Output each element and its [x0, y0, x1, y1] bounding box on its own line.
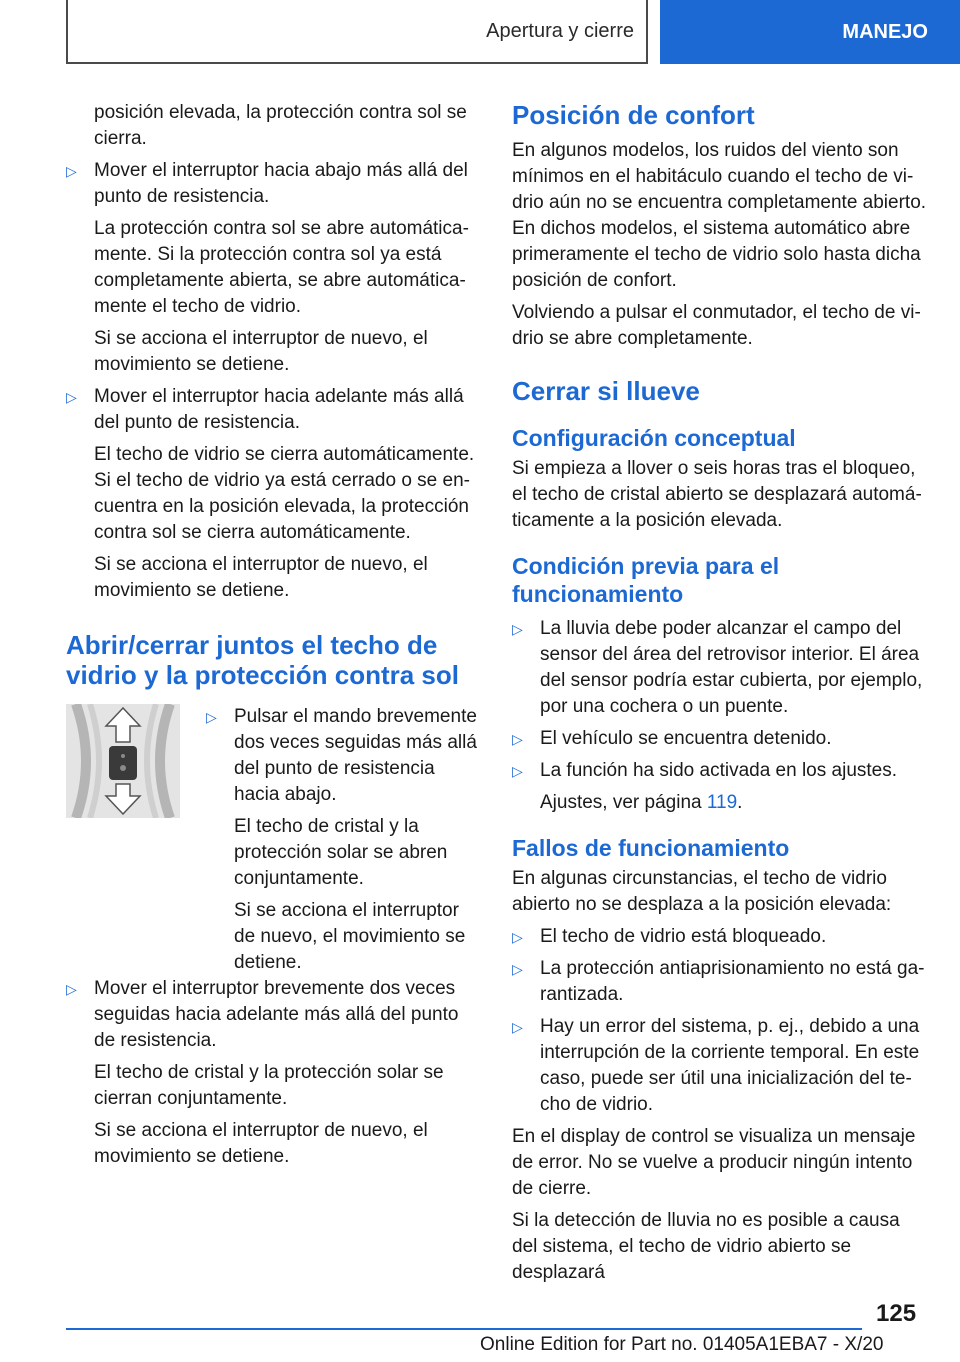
settings-reference-text: Ajustes, ver página — [540, 792, 707, 813]
bullet-text: Mover el interruptor hacia abajo más allá del punto de resistencia. — [94, 160, 468, 207]
bullet-text: Mover el interruptor brevemente dos veces seguidas hacia adelante más allá del punto de resistencia. — [94, 978, 459, 1051]
paragraph: El techo de cristal y la protección solar se cierran conjuntamente. — [94, 1062, 444, 1109]
bullet-text: Mover el interruptor hacia adelante más allá del punto de resistencia. — [94, 386, 464, 433]
footer-edition: Online Edition for Part no. 01405A1EBA7 - X/20 — [480, 1334, 884, 1355]
bullet-triangle-icon: ▷ — [512, 929, 523, 945]
paragraph: Si se acciona el interruptor de nuevo, el movimiento se detiene. — [94, 1120, 428, 1167]
list-item — [512, 616, 928, 720]
list-item — [512, 1014, 928, 1118]
right-column — [512, 100, 928, 1292]
footer-divider — [66, 1328, 862, 1330]
paragraph: Volviendo a pulsar el conmutador, el techo de vidrio se abre completamente. — [512, 302, 921, 349]
list-item — [512, 758, 928, 784]
bullet-triangle-icon: ▷ — [66, 981, 77, 997]
section-heading: Abrir/cerrar juntos el techo de vidrio y la protección contra sol — [66, 630, 459, 690]
paragraph: Si empieza a llover o seis horas tras el bloqueo, el techo de cristal abierto se desplazará automáticamente a la posición elevada. — [512, 458, 922, 531]
settings-reference-end: . — [737, 792, 743, 813]
paragraph: El techo de vidrio se cierra automáticamente. Si el techo de vidrio ya está cerrado o se encuentra en la posición elevada, la protección contra sol se cierra automáticamente. — [94, 444, 475, 543]
settings-reference — [512, 790, 928, 816]
chapter-title: MANEJO — [842, 20, 928, 43]
paragraph: El techo de cristal y la protección solar se abren conjuntamente. — [234, 816, 448, 889]
section-header — [66, 0, 648, 64]
list-item — [512, 924, 928, 950]
bullet-triangle-icon: ▷ — [512, 621, 523, 637]
bullet-text: El techo de vidrio está bloqueado. — [540, 926, 827, 947]
bullet-triangle-icon: ▷ — [512, 763, 523, 779]
paragraph: Si se acciona el interruptor de nuevo, el movimiento se detiene. — [234, 900, 466, 973]
list-item — [512, 956, 928, 1008]
paragraph: En algunas circunstancias, el techo de vidrio abierto no se desplaza a la posición elevada: — [512, 868, 892, 915]
list-item — [66, 158, 478, 210]
heading-cerrar-lluvia: Cerrar si llueve — [512, 376, 700, 406]
left-column — [66, 100, 478, 1176]
bullet-text: Hay un error del sistema, p. ej., debido a una interrupción de la corriente temporal. En este caso, puede ser útil una inicialización del techo de vidrio. — [540, 1016, 920, 1115]
page-link[interactable]: 119 — [706, 792, 738, 813]
bullet-triangle-icon: ▷ — [66, 163, 77, 179]
bullet-triangle-icon: ▷ — [512, 961, 523, 977]
roof-switch-illustration — [66, 704, 180, 818]
bullet-text: La función ha sido activada en los ajustes. — [540, 760, 898, 781]
paragraph: La protección contra sol se abre automáticamente. Si la protección contra sol ya está completamente abierta, se abre automáticamente el techo de vidrio. — [94, 218, 469, 317]
list-item — [66, 384, 478, 436]
heading-configuracion: Configuración conceptual — [512, 425, 796, 451]
page-number: 125 — [876, 1300, 917, 1327]
bullet-triangle-icon: ▷ — [66, 389, 77, 405]
bullet-triangle-icon: ▷ — [512, 1019, 523, 1035]
heading-condicion: Condición previa para el funcionamiento — [512, 553, 780, 607]
chapter-tab[interactable] — [660, 0, 960, 64]
bullet-text: La protección antiaprisionamiento no está garantizada. — [540, 958, 925, 1005]
bullet-text: La lluvia debe poder alcanzar el campo del sensor del área del retrovisor interior. El área del sensor podría estar cubierta, por ejemplo, por una cochera o un puente. — [540, 618, 923, 717]
illustration-text — [206, 704, 478, 982]
paragraph: Si se acciona el interruptor de nuevo, el movimiento se detiene. — [94, 554, 428, 601]
list-item — [66, 976, 478, 1054]
paragraph: Si se acciona el interruptor de nuevo, el movimiento se detiene. — [94, 328, 428, 375]
list-item — [206, 704, 478, 808]
bullet-text: Pulsar el mando brevemente dos veces seguidas más allá del punto de resistencia hacia abajo. — [234, 706, 477, 805]
heading-fallos: Fallos de funcionamiento — [512, 835, 790, 861]
intro-paragraph: posición elevada, la protección contra sol se cierra. — [94, 102, 467, 149]
heading-confort: Posición de confort — [512, 100, 755, 130]
bullet-triangle-icon: ▷ — [512, 731, 523, 747]
illustration-block — [66, 704, 478, 972]
bullet-triangle-icon: ▷ — [206, 709, 217, 725]
paragraph: En el display de control se visualiza un mensaje de error. No se vuelve a producir ningún intento de cierre. — [512, 1126, 916, 1199]
bullet-text: El vehículo se encuentra detenido. — [540, 728, 832, 749]
list-item — [512, 726, 928, 752]
paragraph: En algunos modelos, los ruidos del viento son mínimos en el habitáculo cuando el techo de vidrio aún no se encuentra completamente abierto. En dichos modelos, el sistema automático abre primeramente el techo de vidrio solo hasta dicha posición de confort. — [512, 140, 927, 291]
paragraph: Si la detección de lluvia no es posible a causa del sistema, el techo de vidrio abierto se desplazará — [512, 1210, 900, 1283]
section-title: Apertura y cierre — [486, 19, 634, 42]
